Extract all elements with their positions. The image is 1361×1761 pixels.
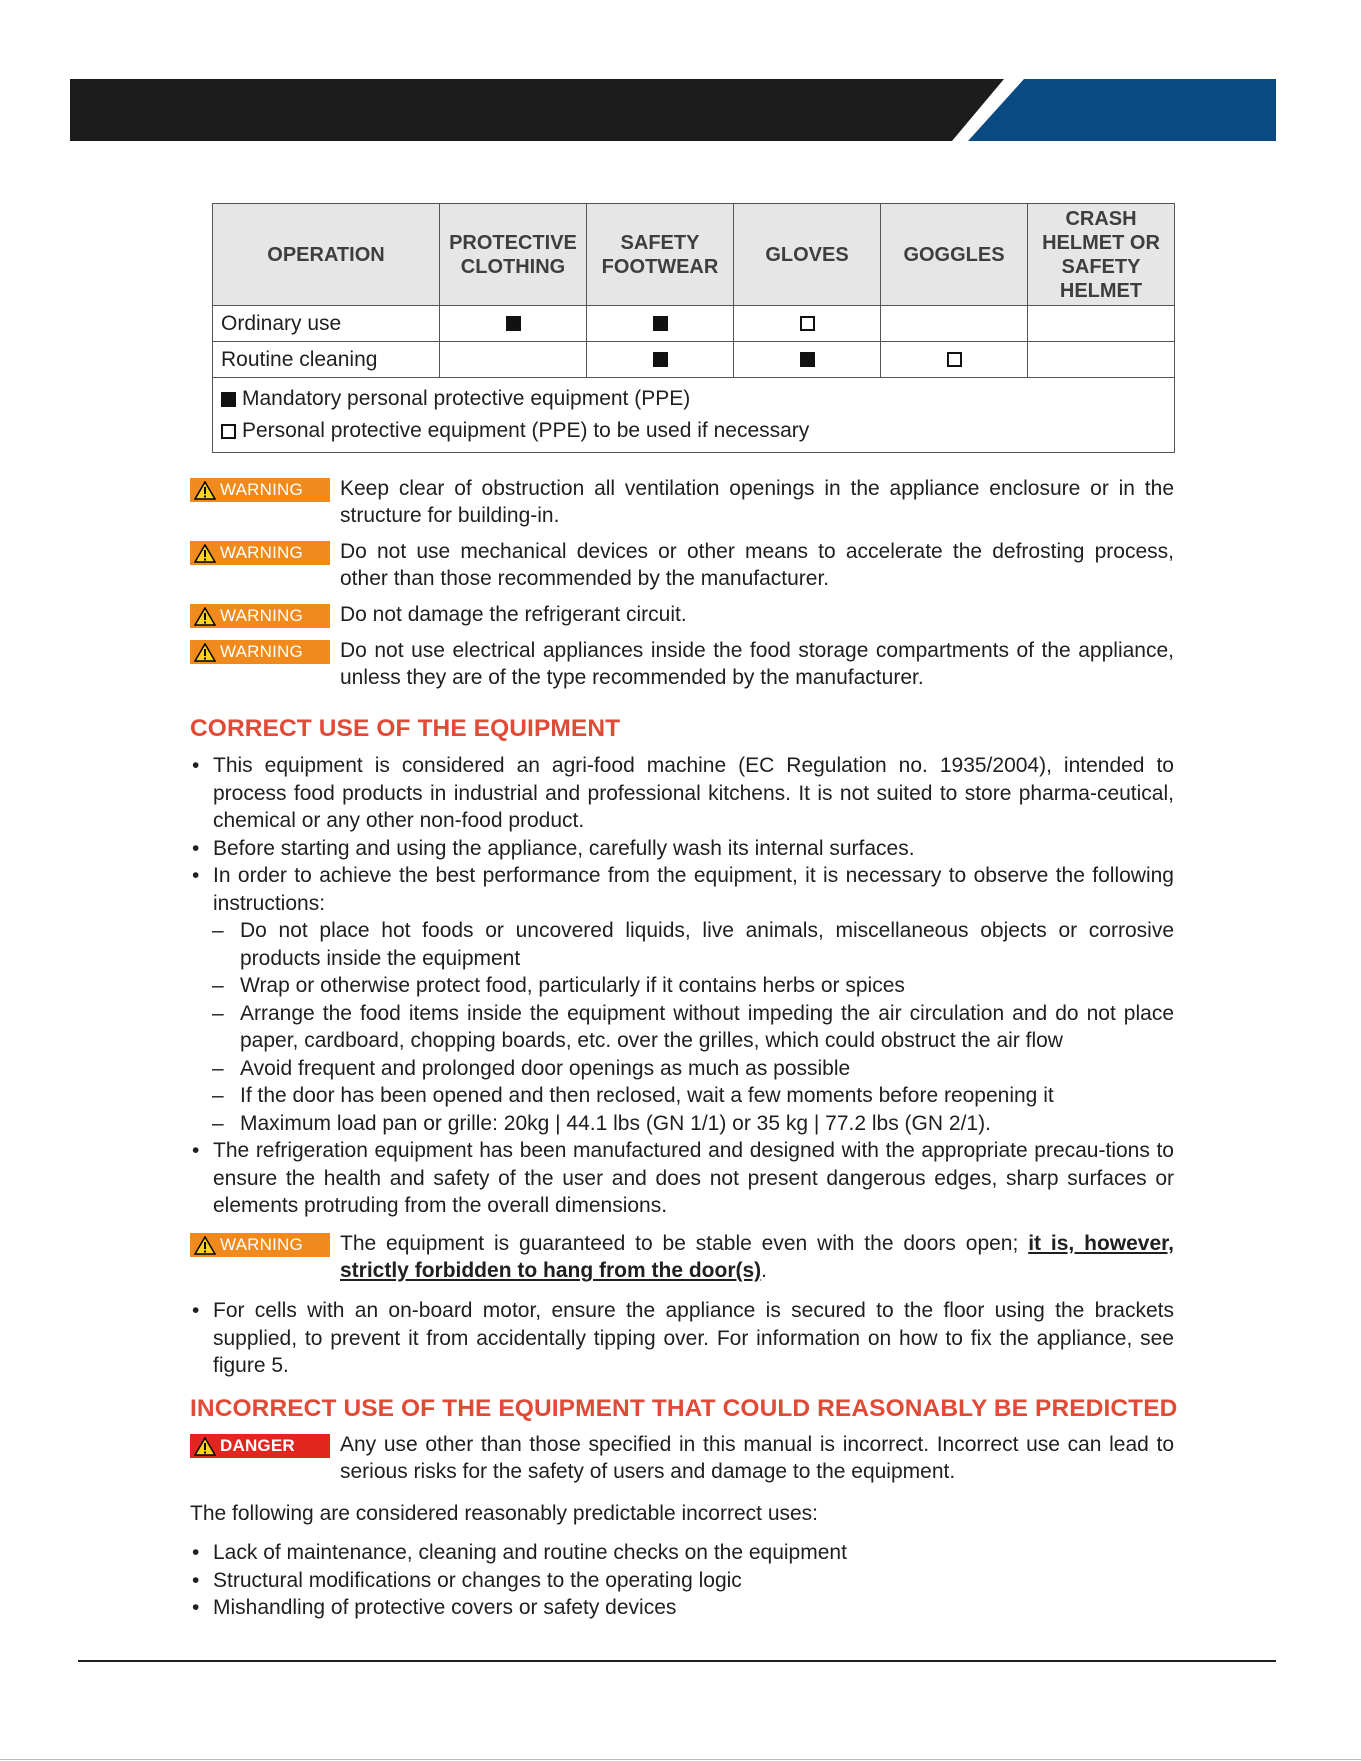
mark-cell bbox=[440, 342, 587, 378]
warning-label: WARNING bbox=[220, 642, 303, 661]
row-operation: Ordinary use bbox=[213, 306, 440, 342]
list-item: • Structural modifications or changes to the operating logic bbox=[190, 1567, 1174, 1595]
warning-label: WARNING bbox=[220, 606, 303, 625]
warning-badge bbox=[190, 478, 330, 502]
section-heading-incorrect-use: INCORRECT USE OF THE EQUIPMENT THAT COULD REASONABLY BE PREDICTED bbox=[190, 1395, 1178, 1422]
mandatory-square-icon bbox=[800, 352, 815, 367]
optional-square-icon bbox=[221, 424, 236, 439]
sub-list-item: – Arrange the food items inside the equipment without impeding the air circulation and do not place paper, cardboard, chopping boards, etc. over the grilles, which could obstruct the air flow bbox=[190, 1000, 1174, 1055]
correct-use-list bbox=[190, 752, 1174, 1220]
header-gloves: GLOVES bbox=[734, 204, 881, 306]
header-safety-footwear: SAFETY FOOTWEAR bbox=[587, 204, 734, 306]
warning-text-plain: The equipment is guaranteed to be stable even with the doors open; bbox=[340, 1232, 1029, 1255]
mandatory-square-icon bbox=[221, 392, 236, 407]
ppe-table bbox=[212, 203, 1175, 453]
table-row bbox=[213, 342, 1175, 378]
warning-text: Do not use electrical appliances inside the food storage compartments of the appliance, unless they are of the type recommended by the manufacturer. bbox=[340, 639, 1174, 689]
ppe-header-row bbox=[213, 204, 1175, 306]
warning-text-end: . bbox=[761, 1259, 768, 1282]
footer-rule bbox=[78, 1660, 1276, 1662]
mark-cell bbox=[881, 342, 1028, 378]
warning-text-emphasis: it is, however, strictly forbidden to hang from the door(s) bbox=[340, 1232, 1174, 1282]
mark-cell bbox=[587, 342, 734, 378]
warning-triangle-icon bbox=[194, 544, 216, 563]
warning-label: WARNING bbox=[220, 480, 303, 499]
row-operation: Routine cleaning bbox=[213, 342, 440, 378]
warning-triangle-icon bbox=[194, 643, 216, 662]
bottom-rule bbox=[0, 1759, 1361, 1760]
list-item: • Before starting and using the appliance, carefully wash its internal surfaces. bbox=[190, 835, 1174, 863]
list-item: • Mishandling of protective covers or safety devices bbox=[190, 1594, 1174, 1622]
danger-label: DANGER bbox=[220, 1436, 295, 1455]
header-band bbox=[70, 79, 1276, 141]
mark-cell bbox=[587, 306, 734, 342]
warning-badge bbox=[190, 541, 330, 565]
optional-square-icon bbox=[947, 352, 962, 367]
mark-cell bbox=[1028, 342, 1175, 378]
list-item: • In order to achieve the best performance from the equipment, it is necessary to observe the following instructions: bbox=[190, 862, 1174, 917]
warning-badge bbox=[190, 640, 330, 664]
sub-list-item: – Avoid frequent and prolonged door openings as much as possible bbox=[190, 1055, 1174, 1083]
legend-mandatory: Mandatory personal protective equipment (PPE) bbox=[242, 387, 691, 410]
warning-triangle-icon bbox=[194, 1437, 216, 1456]
mark-cell bbox=[734, 306, 881, 342]
mark-cell bbox=[734, 342, 881, 378]
incorrect-use-list bbox=[190, 1539, 1174, 1622]
mandatory-square-icon bbox=[506, 316, 521, 331]
legend-optional: Personal protective equipment (PPE) to be used if necessary bbox=[242, 419, 810, 442]
danger-badge bbox=[190, 1434, 330, 1458]
header-goggles: GOGGLES bbox=[881, 204, 1028, 306]
warning-label: WARNING bbox=[220, 1235, 303, 1254]
warning-text: Do not damage the refrigerant circuit. bbox=[340, 603, 687, 626]
mark-cell bbox=[1028, 306, 1175, 342]
optional-square-icon bbox=[800, 316, 815, 331]
mandatory-square-icon bbox=[653, 316, 668, 331]
sub-list-item: – Wrap or otherwise protect food, particularly if it contains herbs or spices bbox=[190, 972, 1174, 1000]
warning-triangle-icon bbox=[194, 607, 216, 626]
legend-row bbox=[213, 378, 1175, 453]
warning-triangle-icon bbox=[194, 1236, 216, 1255]
list-item: • This equipment is considered an agri-food machine (EC Regulation no. 1935/2004), intended to process food products in industrial and professional kitchens. It is not suited to store pharma-ceutical, chemical or any other non-food product. bbox=[190, 752, 1174, 835]
warning-badge bbox=[190, 1233, 330, 1257]
mandatory-square-icon bbox=[653, 352, 668, 367]
list-item: • For cells with an on-board motor, ensure the appliance is secured to the floor using the brackets supplied, to prevent it from accidentally tipping over. For information on how to fix the appliance, see figure 5. bbox=[190, 1297, 1174, 1380]
table-row bbox=[213, 306, 1175, 342]
warning-label: WARNING bbox=[220, 543, 303, 562]
correct-use-list-2 bbox=[190, 1297, 1174, 1380]
warning-text: Keep clear of obstruction all ventilation openings in the appliance enclosure or in the structure for building-in. bbox=[340, 477, 1174, 527]
sub-list-item: – Maximum load pan or grille: 20kg | 44.1 lbs (GN 1/1) or 35 kg | 77.2 lbs (GN 2/1). bbox=[190, 1110, 1174, 1138]
warning-badge bbox=[190, 604, 330, 628]
list-item: • Lack of maintenance, cleaning and routine checks on the equipment bbox=[190, 1539, 1174, 1567]
sub-list-item: – Do not place hot foods or uncovered liquids, live animals, miscellaneous objects or corrosive products inside the equipment bbox=[190, 917, 1174, 972]
warning-triangle-icon bbox=[194, 481, 216, 500]
incorrect-use-intro: The following are considered reasonably predictable incorrect uses: bbox=[190, 1502, 819, 1525]
warning-text: Do not use mechanical devices or other means to accelerate the defrosting process, other than those recommended by the manufacturer. bbox=[340, 540, 1174, 590]
mark-cell bbox=[881, 306, 1028, 342]
header-protective-clothing: PROTECTIVE CLOTHING bbox=[440, 204, 587, 306]
ppe-legend bbox=[213, 378, 1175, 453]
section-heading-correct-use: CORRECT USE OF THE EQUIPMENT bbox=[190, 715, 621, 742]
mark-cell bbox=[440, 306, 587, 342]
list-item: • The refrigeration equipment has been manufactured and designed with the appropriate precau-tions to ensure the health and safety of the user and does not present dangerous edges, sharp surfaces or elements protruding from the overall dimensions. bbox=[190, 1137, 1174, 1220]
sub-list-item: – If the door has been opened and then reclosed, wait a few moments before reopening it bbox=[190, 1082, 1174, 1110]
warning-text bbox=[340, 1230, 1174, 1284]
header-helmet: CRASH HELMET OR SAFETY HELMET bbox=[1028, 204, 1175, 306]
danger-text: Any use other than those specified in this manual is incorrect. Incorrect use can lead to serious risks for the safety of users and damage to the equipment. bbox=[340, 1433, 1174, 1483]
header-operation: OPERATION bbox=[213, 204, 440, 306]
